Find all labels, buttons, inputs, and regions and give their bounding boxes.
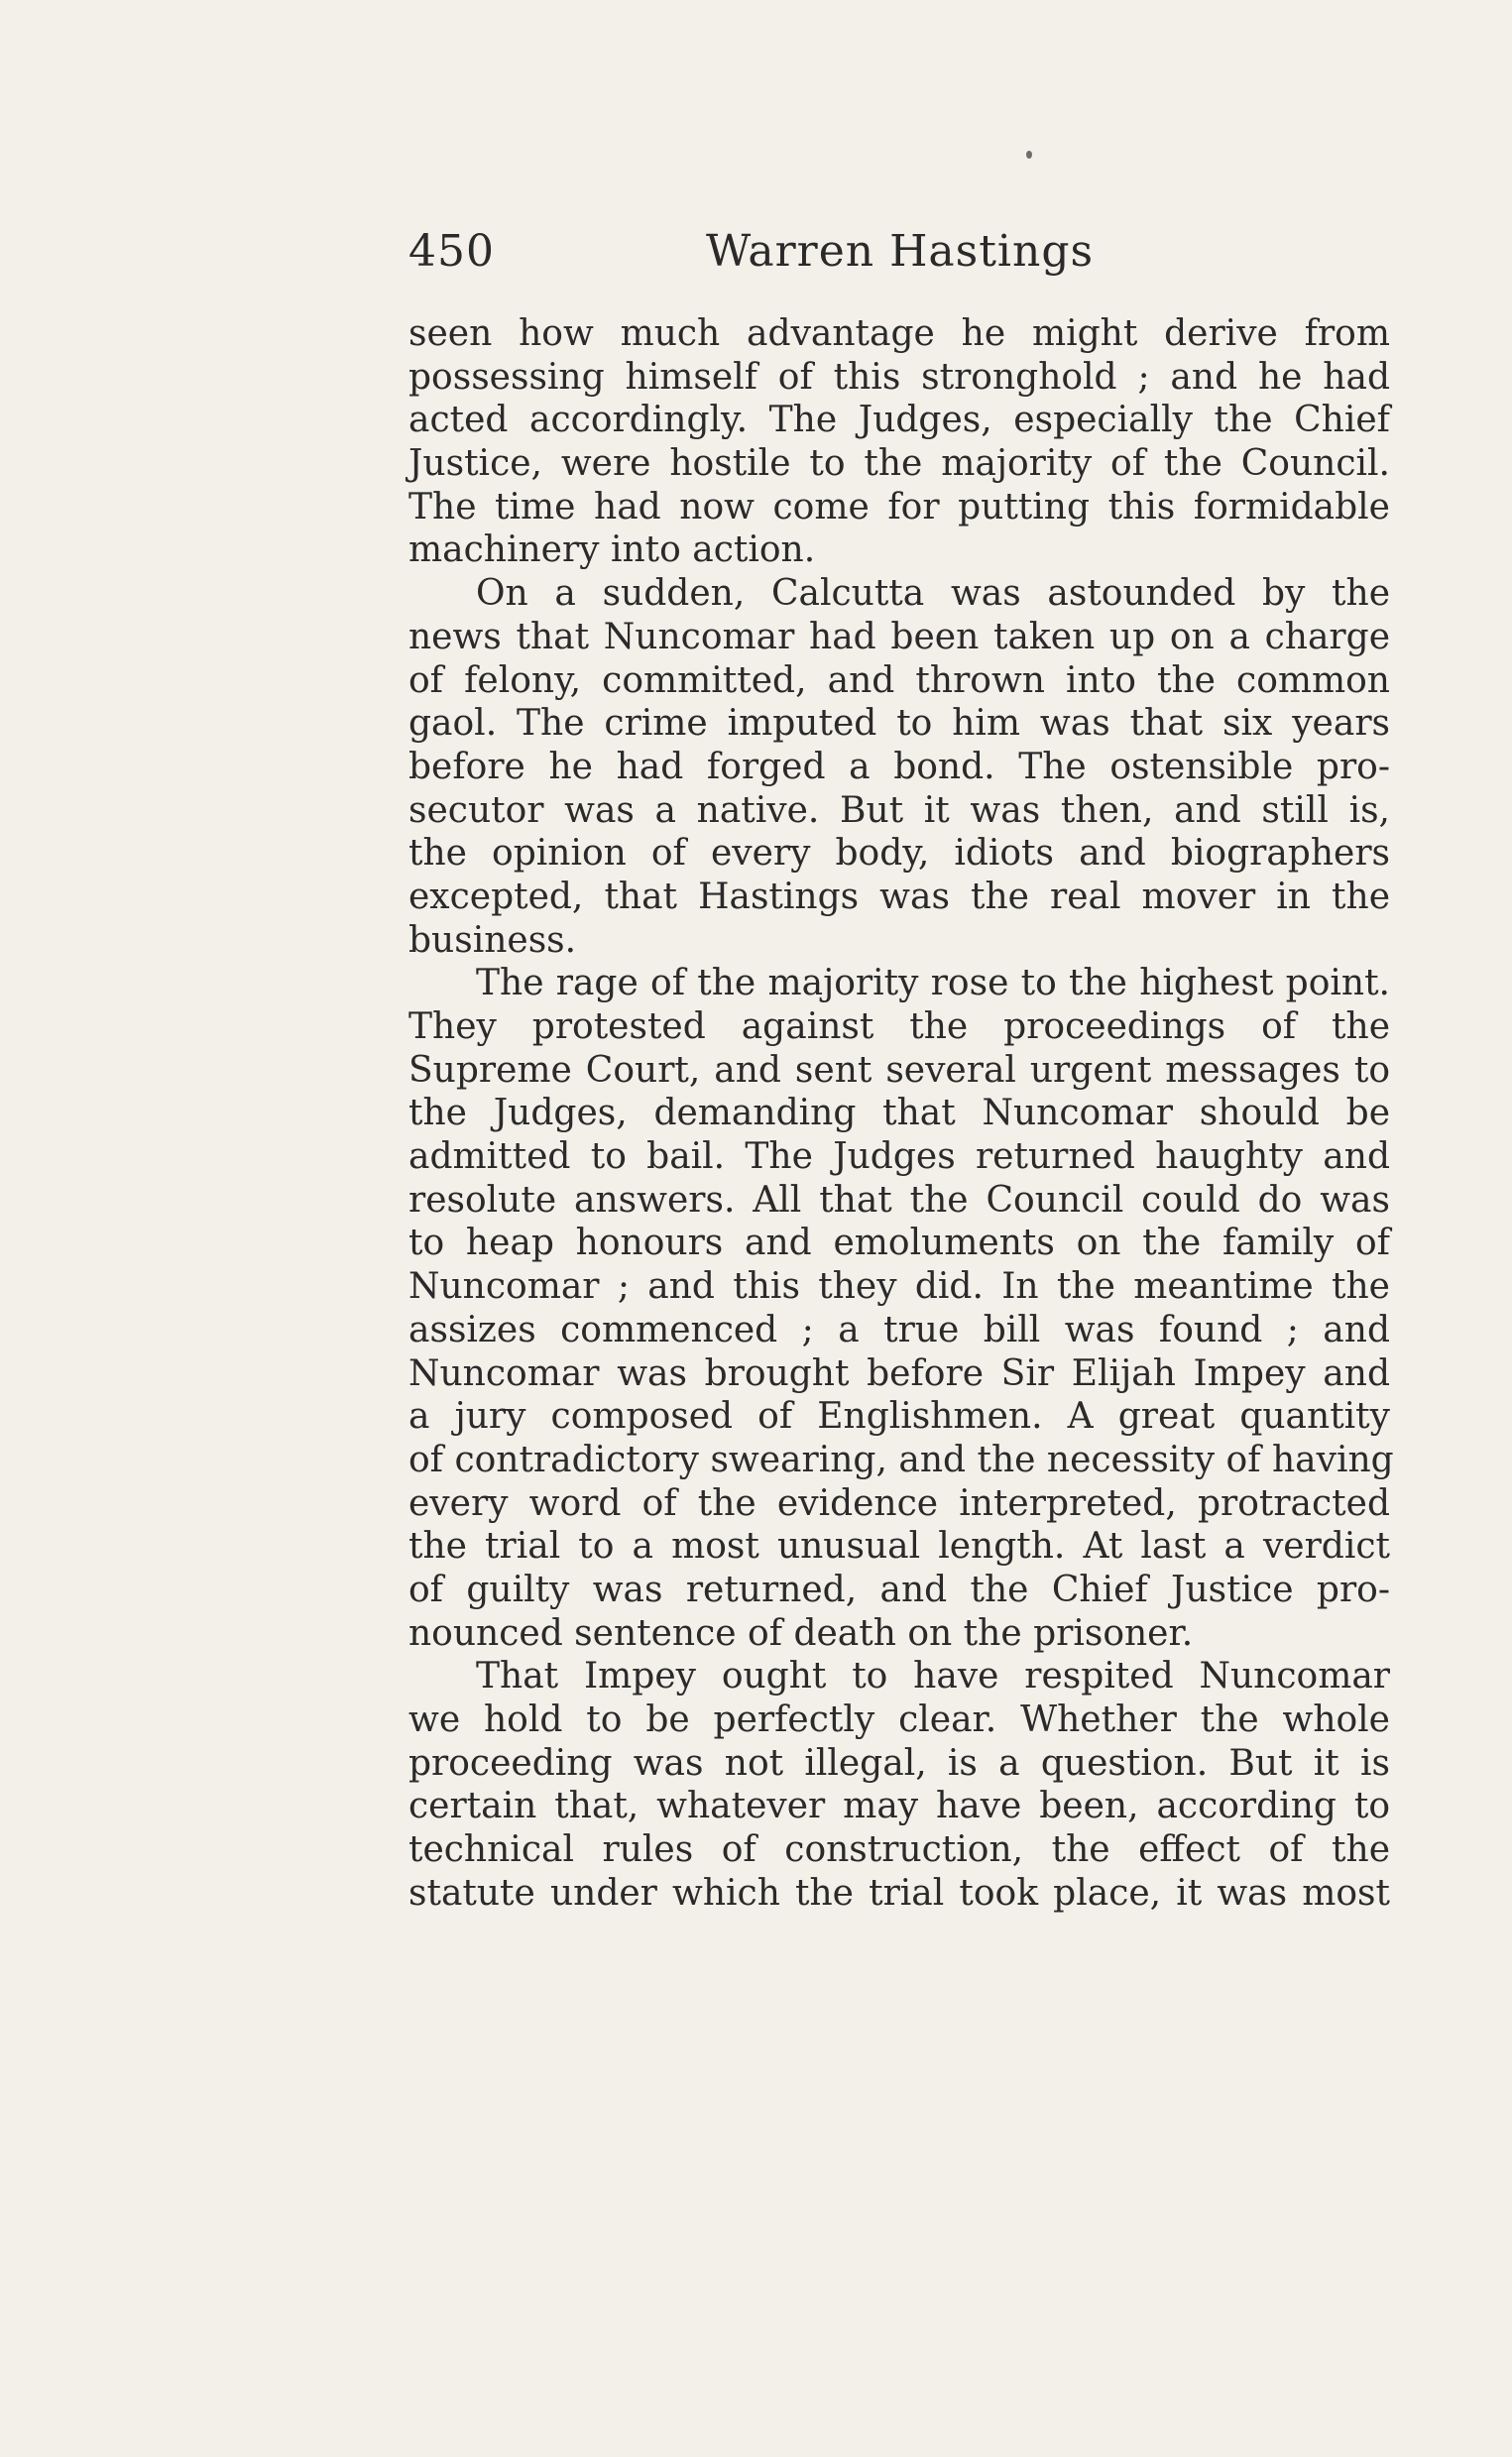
text-line: Justice, were hostile to the majority of the Council. [408, 443, 1390, 485]
text-line: of felony, committed, and thrown into the common [408, 659, 1390, 701]
text-line: technical rules of construction, the effect of the [408, 1829, 1390, 1871]
text-line: Nuncomar was brought before Sir Elijah Impey and [408, 1352, 1390, 1394]
text-line: statute under which the trial took place, it was most [408, 1872, 1390, 1914]
text-line: On a sudden, Calcutta was astounded by the [476, 573, 1390, 615]
running-head: Warren Hastings [706, 226, 1095, 277]
text-line: news that Nuncomar had been taken up on a charge [408, 616, 1390, 657]
text-line: the trial to a most unusual length. At last a verdict [408, 1526, 1390, 1568]
text-line: machinery into action. [408, 529, 816, 571]
page-header [408, 226, 1390, 286]
text-line: acted accordingly. The Judges, especially the Chief [408, 400, 1390, 441]
text-line: a jury composed of Englishmen. A great quantity [408, 1396, 1390, 1438]
text-line: business. [408, 919, 577, 961]
text-line: of contradictory swearing, and the necessity of having [408, 1439, 1394, 1480]
text-line: That Impey ought to have respited Nuncomar [476, 1656, 1390, 1697]
text-line: of guilty was returned, and the Chief Justice pro- [408, 1569, 1390, 1610]
text-line: the Judges, demanding that Nuncomar should be [408, 1093, 1390, 1134]
text-line: Nuncomar ; and this they did. In the meantime the [408, 1266, 1390, 1308]
text-line: secutor was a native. But it was then, and still is, [408, 789, 1390, 831]
text-line: The time had now come for putting this formidable [408, 486, 1390, 527]
text-line: The rage of the majority rose to the highest point. [476, 963, 1390, 1004]
text-line: resolute answers. All that the Council could do was [408, 1179, 1390, 1221]
text-line: seen how much advantage he might derive from [408, 313, 1390, 354]
text-line: assizes commenced ; a true bill was found ; and [408, 1309, 1390, 1350]
body-text [408, 312, 1394, 1915]
text-line: to heap honours and emoluments on the family of [408, 1223, 1390, 1264]
text-line: we hold to be perfectly clear. Whether the whole [408, 1699, 1390, 1740]
text-line: nounced sentence of death on the prisoner. [408, 1612, 1194, 1654]
text-line: proceeding was not illegal, is a question. But it is [408, 1742, 1390, 1784]
text-line: gaol. The crime imputed to him was that six years [408, 703, 1390, 745]
text-line: the opinion of every body, idiots and biographers [408, 833, 1390, 875]
text-line: They protested against the proceedings of the [408, 1006, 1390, 1047]
text-line: certain that, whatever may have been, according to [408, 1786, 1390, 1827]
text-line: admitted to bail. The Judges returned haughty and [408, 1136, 1390, 1178]
page-number: 450 [408, 226, 495, 277]
text-line: possessing himself of this stronghold ; and he had [408, 356, 1390, 398]
text-line: excepted, that Hastings was the real mover in the [408, 876, 1390, 917]
text-line: before he had forged a bond. The ostensible pro- [408, 746, 1390, 787]
ink-speck [1026, 151, 1032, 159]
text-line: every word of the evidence interpreted, protracted [408, 1482, 1390, 1524]
text-line: Supreme Court, and sent several urgent messages to [408, 1049, 1390, 1091]
